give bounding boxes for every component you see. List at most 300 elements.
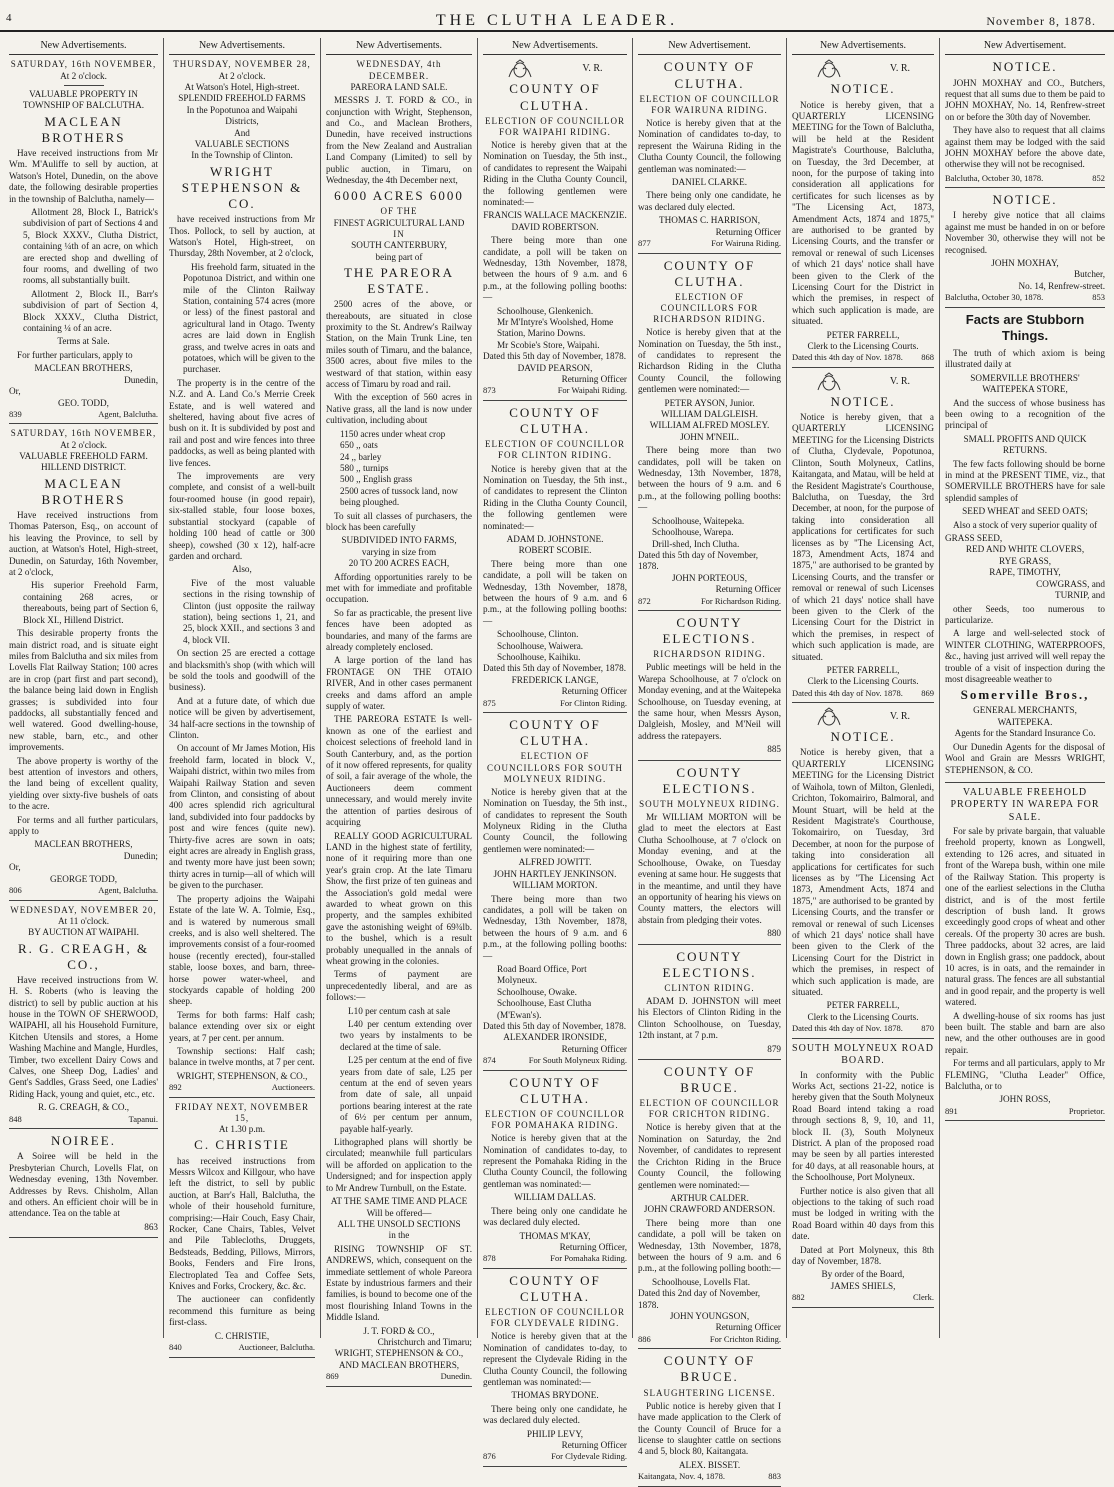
notice-wairuna-election (638, 59, 781, 253)
ad-terms: Terms for both farms: Half cash; balance extending over six or eight years, at 7 per cent. per annum. (169, 1009, 315, 1043)
polling-booth: Schoolhouse, Warepa. (652, 527, 734, 538)
ad-number: 876 (483, 1451, 496, 1462)
column-heading: New Advertisements. (483, 38, 627, 55)
notice-title: COUNTY ELECTIONS. (662, 764, 757, 796)
notice-subtitle: ELECTION OF COUNCILLORS FOR RICHARDSON RIDING. (653, 291, 766, 325)
ad-signature: AND MACLEAN BROTHERS, (338, 1359, 460, 1370)
ad-subtitle: In the Popotunoa and Waipahi Districts, (186, 104, 298, 127)
list-item: 1150 acres under wheat crop (340, 428, 446, 439)
ad-in-the: in the (388, 1230, 410, 1241)
ad-of: OF THE (380, 206, 418, 217)
notice-role: Clerk to the Licensing Courts. (807, 1011, 919, 1022)
candidate: THOMAS BRYDONE. (511, 1390, 599, 1401)
notice-signature: PETER FARRELL, (826, 665, 900, 676)
candidate: WILLIAM DALGLEISH. (661, 409, 758, 420)
ad-item: TURNIP, and (1054, 590, 1105, 601)
notice-title: COUNTY OF CLUTHA. (509, 717, 601, 749)
ad-agents: Agents for the Standard Insurance Co. (954, 728, 1096, 739)
notice-signature: PETER FARRELL, (826, 329, 900, 340)
ad-paragraph: A large portion of the land has FRONTAGE ON THE OTAIO RIVER, And in other cases permanent creeks and dams afford an ample supply of water. (326, 655, 472, 712)
notice-dated: Dated at Port Molyneux, this 8th day of November, 1878. (792, 1244, 934, 1267)
ad-and: And (234, 127, 250, 138)
notice-title: COUNTY OF CLUTHA. (509, 1272, 601, 1304)
candidate: ROBERT SCOBIE. (518, 545, 592, 556)
ad-date: THURSDAY, NOVEMBER 28, (173, 59, 311, 70)
notice-title: COUNTY OF CLUTHA. (509, 404, 601, 437)
polling-booth: Schoolhouse, East Clutha (M'Ewan's). (497, 998, 592, 1020)
ad-hillend-farm (9, 428, 158, 900)
polling-booth: Mr M'Intyre's Woolshed, Home Station, Marino Downs. (497, 317, 614, 339)
polling-booth: Road Board Office, Port Molyneux. (497, 963, 587, 986)
ad-number: 878 (483, 1253, 496, 1264)
ad-in: IN (393, 229, 405, 240)
ad-number: 869 (326, 1371, 339, 1382)
ad-firm-place: WAITEPEKA. (997, 716, 1053, 727)
ad-subtitle: In the Township of Clinton. (191, 150, 293, 161)
notice-for: For Pomahaka Riding. (550, 1253, 627, 1264)
ad-number: 873 (483, 385, 496, 396)
notice-title: COUNTY ELECTIONS. (662, 948, 757, 980)
column-heading: New Advertisements. (169, 38, 315, 55)
ad-paragraph: And at a future date, of which due notice will be given by advertisement, 34 half-acre sections in the township of Clinton. (169, 695, 315, 740)
ad-paragraph: The property is in the centre of the N.Z. and A. Land Co.'s Merrie Creek Estate, and is well watered and sheltered, having about five acres of bush on it. It is subdivided by post and rail and post and wire fences into three paddocks, as well as being planted with live fences. (169, 377, 315, 468)
candidate: ADAM D. JOHNSTONE. (506, 533, 604, 544)
ad-signature-role: Auctioneers. (271, 1082, 315, 1093)
ad-paragraph: On account of Mr James Motion, His freehold farm, located in block V., Waipahi district, within two miles from Waipahi Railway Station and seven from Clinton, and consisting of about 400 acres splendid rich agricultural land, subdivided into four paddocks by post and wire fences (quite new). Thirty-five acres are sown in oats; eight acres are already in English grass, and twenty more have just been sown; thirty acres in turnip—all of which will be given to the purchaser. (169, 743, 315, 891)
ad-place: At Watson's Hotel, High-street. (184, 81, 300, 92)
polling-booth: Schoolhouse, Waiwera. (497, 640, 584, 651)
ad-number: 886 (638, 1333, 651, 1344)
ad-number: 879 (767, 1043, 781, 1054)
ad-agent-place: Dunedin, (124, 374, 158, 385)
notice-for: For Richardson Riding. (700, 595, 781, 606)
ad-title: NOIREE. (51, 1133, 116, 1149)
ad-date: SATURDAY, 16th NOVEMBER, (10, 59, 157, 70)
candidate: ALFRED JOWITT. (518, 857, 592, 868)
ad-time: At 11 o'clock. (57, 915, 110, 926)
candidate: JOHN M'NEIL. (680, 431, 739, 442)
notice-role: Clerk to the Licensing Courts. (807, 676, 919, 687)
ad-paragraph: So far as practicable, the present live fences have been adopted as boundaries, and many of the farms are already completely enclosed. (326, 607, 472, 652)
notice-for: For Wairuna Riding. (711, 237, 781, 248)
notice-slaughtering-license (638, 1353, 781, 1486)
ad-time: At 2 o'clock. (60, 439, 107, 450)
notice-moxhay-2 (945, 192, 1105, 307)
ad-seed: SEED WHEAT and SEED OATS; (962, 506, 1088, 517)
ad-range: 20 TO 200 ACRES EACH, (348, 558, 450, 569)
notice-elected: There being only one candidate, he was declared duly elected. (638, 190, 781, 212)
ad-estate: THE PAREORA ESTATE. (343, 265, 454, 297)
notice-waipahi-election (483, 59, 627, 401)
ad-paragraph: The auctioneer can confidently recommend this furniture as being first-class. (169, 1294, 315, 1328)
notice-poll: There being more than one candidate, a poll will be taken on Wednesday, 13th November, 1878, between the hours of 9 a.m. and 6 p.m., at the following polling booth:— (638, 1217, 781, 1274)
notice-subtitle: ELECTION OF COUNCILLOR FOR CLYDEVALE RIDING. (485, 1307, 625, 1329)
divider (64, 85, 104, 86)
notice-role: Returning Officer (561, 686, 627, 697)
ad-paragraph: 2500 acres of the above, or thereabouts, are situated in close proximity to the St. Andrew's Railway Station, on the Main Trunk Line, ten miles south of Timaru, and the balance, 3500 acres, about five miles to the westward of that station, within easy access of Timaru by road and rail. (326, 299, 472, 390)
ad-number: 883 (768, 1471, 781, 1482)
notice-role: Returning Officer, (559, 1241, 627, 1252)
ad-paragraph: The few facts following should be borne in mind at the PRESENT TIME, viz., that SOMERVILLE BROTHERS have for sale splendid samples of (945, 458, 1105, 503)
notice-body: I hereby give notice that all claims against me must be handed in on or before November 30, otherwise they will not be recognised. (945, 210, 1105, 255)
ad-paragraph: A large and well-selected stock of WINTER CLOTHING, WATERPROOFS, &c., having just arrived will well repay the trouble of a visit of inspection during the most disagreeable weather to (945, 628, 1105, 684)
ad-firm: MACLEAN BROTHERS (41, 113, 126, 145)
ad-splendid-farms (169, 59, 315, 1097)
ad-time: At 2 o'clock. (218, 70, 266, 81)
ad-number: 863 (144, 1221, 158, 1232)
ad-title: PAREORA LAND SALE. (350, 81, 448, 92)
notice-subtitle: ELECTION OF COUNCILLOR FOR CRICHTON RIDING. (639, 1098, 780, 1120)
notice-subtitle: SLAUGHTERING LICENSE. (643, 1387, 776, 1398)
notice-role: Returning Officer (561, 374, 627, 385)
ad-paragraph: This desirable property fronts the main district road, and is situate eight miles from Balclutha and six miles from Lovells Flat Railway Station; 100 acres are in crop (part first and part second), the balance being laid down in English grasses; is subdivided into four paddocks, all substantially fenced and well watered. Good dwelling-house, new stable, barn, etc., and other improvements. (9, 628, 158, 753)
ad-body: has received instructions from Messrs Wilcox and Killgour, who have left the district, to sell by public auction, at Barr's Hall, Balclutha, the whole of their household furniture, comprising:—Hair Couch, Easy Chair, Rocker, Cane Chairs, Tables, Velvet and Pile Tablecloths, Druggets, Bedsteads, Bedding, Pillows, Mirrors, Books, Fenders and Fire Irons, Electroplated Tea and Coffee Sets, Knives and Forks, Crockery, &c. &c. (169, 1155, 315, 1292)
ad-term: L40 per centum extending over two years by instalments to be declared at the time of sale. (340, 1019, 472, 1052)
notice-signature: JAMES SHIELS, (830, 1280, 896, 1291)
notice-subtitle: ELECTION OF COUNCILLOR FOR POMAHAKA RIDING. (485, 1108, 625, 1131)
notice-poll: There being more than two candidates, poll will be taken on Wednesday, 13th November, 1878, between the hours of 9 a.m. and 6 p.m., at the following polling booths:— (638, 445, 781, 513)
ad-paragraph: For terms and all particulars, apply to Mr FLEMING, "Clutha Leader" Office, Balclutha, or to (945, 1058, 1105, 1092)
ad-item: RED AND WHITE CLOVERS, (965, 544, 1085, 555)
ad-firm: Somerville Bros., (960, 687, 1090, 703)
notice-body: Public meetings will be held in the Warepa Schoolhouse, at 7 o'clock on Monday evening, and at the Waitepeka Schoolhouse, on Tuesday evening, at the same hour, when Messrs Ayson, Dalgleish, Mosley, and M'Neil will address the ratepayers. (638, 662, 781, 741)
ad-agent: MACLEAN BROTHERS, (34, 839, 133, 850)
candidate: WILLIAM MORTON. (512, 880, 598, 891)
notice-role: Clerk. (912, 1292, 934, 1303)
notice-dated: Dated this 5th day of November, 1878. (483, 351, 627, 362)
ad-signature-place: Dunedin. (440, 1371, 472, 1382)
ad-also: Also, (232, 564, 252, 575)
polling-booth: Schoolhouse, Owake. (497, 986, 577, 997)
notice-signature: PETER FARRELL, (826, 1000, 900, 1011)
ad-furniture-sale (169, 1102, 315, 1358)
notice-clydevale-election (483, 1273, 627, 1467)
vr-monogram: V. R. (582, 63, 603, 75)
candidate: DANIEL CLARKE. (671, 176, 748, 187)
ad-term: L25 per centum at the end of five years from date of sale, L25 per centum at the end of seven years from date of sale, all unpaid portions bearing interest at the rate of 6½ per centum per annum, payable half-yearly. (340, 1055, 472, 1134)
ad-item: RAPE, TIMOTHY, (989, 567, 1061, 578)
notice-title: COUNTY OF BRUCE. (663, 1353, 756, 1385)
notice-south-molyneux-meetings (638, 765, 781, 945)
ad-number: 875 (483, 697, 496, 708)
notice-signature: THOMAS M'KAY, (519, 1230, 591, 1241)
ad-firm: C. CHRISTIE (194, 1137, 290, 1153)
notice-moxhay-1 (945, 59, 1105, 188)
polling-booth: Drill-shed, Inch Clutha. (652, 538, 740, 549)
notice-role: Returning Officer (715, 584, 781, 595)
ad-paragraph: For sale by private bargain, that valuable freehold property, known as Longwell, extending to 126 acres, and situated in front of the Warepa bush, within one mile of the Railway Station. This property is one of the earliest selections in the Clutha district, and is of the most fertile description of bush land. It grows exceedingly good crops of wheat and other cereals. Of the property 30 acres are bush. Three paddocks, about 32 acres, are laid down in English grass; one paddock, about 10 acres, is in oats, and the remainder in natural grass. The fences are all substantial and in good repair, and the property is well watered. (945, 826, 1105, 1008)
notice-title: NOTICE. (992, 59, 1058, 75)
notice-south-molyneux-election (483, 717, 627, 1071)
notice-pomahaka-election (483, 1075, 627, 1269)
notice-dated: Dated this 5th day of November, 1878. (638, 549, 759, 572)
ad-paragraph: RISING TOWNSHIP OF ST. ANDREWS, which, consequent on the immediate settlement of whole Pareora Estate by industrious farmers and their families, is bound to become one of the most flourishing Inland Towns in the Middle Island. (326, 1243, 472, 1323)
candidate: WILLIAM DALLAS. (514, 1192, 596, 1203)
ad-offered: Will be offered— (366, 1207, 432, 1218)
ad-title: VALUABLE SECTIONS (194, 138, 290, 149)
candidate: JOHN HARTLEY JENKINSON. (493, 868, 617, 879)
column-4 (478, 38, 633, 1462)
ad-district: HILLEND DISTRICT. (40, 462, 127, 473)
polling-booth: Mr Scobie's Store, Waipahi. (497, 339, 600, 350)
ad-signature-role: Auctioneer, Balclutha. (238, 1342, 315, 1353)
ad-paragraph: Affording opportunities rarely to be met with for immediate and profitable occupation. (326, 571, 472, 605)
column-5 (633, 38, 787, 1482)
ad-lot-2: Allotment 2, Block II., Barr's subdivision of part of Section 4, Block XXXV., Clutha District, containing ¼ of an acre. (23, 288, 158, 334)
ad-paragraph: Our Dunedin Agents for the disposal of Wool and Grain are Messrs WRIGHT, STEPHENSON, & CO. (945, 741, 1105, 775)
notice-body: Notice is hereby given, that a QUARTERLY LICENSING MEETING for the Licensing District of Waihola, town of Milton, Glenledi, Crichton, Tokomairiro, Balmoral, and Mount Stuart, will be held at the Resident Magistrate's Courthouse, Tokomairiro, on Tuesday, 3rd December, at noon for the purpose of taking into consideration all applications for certificates for such licenses as by "The Licensing Act 1873, Amendment Acts, 1874 and 1875," are authorised to be granted by Licensing Courts, and the transfer or removal or renewal of such Licenses of which 21 days' notice shall have been given to the Clerk of the Licensing Court for the District in which the premises, in respect of which such application is made, are situated. (792, 747, 934, 997)
ad-agent-place: Agent, Balclutha. (98, 885, 158, 896)
notice-body: Notice is hereby given that at the Nomination on Tuesday, the 5th inst., of candidates to represent the Clinton Riding in the Clutha County Council, the following gentlemen were nominated:— (483, 463, 627, 531)
notice-clinton-meeting (638, 949, 781, 1060)
notice-paragraph: They have also to request that all claims against them may be lodged with the said JOHN MOXHAY before the above date, otherwise they will not be recognised. (945, 125, 1105, 170)
ad-firm: R. G. CREAGH, & CO., (17, 940, 150, 972)
notice-body: Notice is hereby given that at the Nomination of candidates to-day, to represent the Pomahaka Riding in the Clutha County Council, the following gentleman was nominated:— (483, 1133, 627, 1189)
ad-title: VALUABLE FREEHOLD PROPERTY IN WAREPA FOR SALE. (950, 786, 1100, 823)
ad-place: Tapanui. (128, 1113, 158, 1124)
issue-date: November 8, 1878. (986, 14, 1096, 28)
notice-signature: DAVID PEARSON, (517, 362, 593, 373)
notice-signature: JOHN YOUNGSON, (669, 1310, 750, 1321)
ad-body: Have received instructions from Thomas Paterson, Esq., on account of his leaving the Province, to sell by auction, at Watson's Hotel, High-street, Dunedin, on Saturday, 16th November, at 2 o'clock, (9, 510, 158, 578)
notice-dated: Dated this 5th day of November, 1878. (483, 663, 627, 674)
column-2 (164, 38, 321, 1353)
notice-signature: JOHN PORTEOUS, (672, 572, 747, 583)
column-7 (940, 38, 1110, 1338)
polling-booth: Schoolhouse, Glenkenich. (497, 305, 594, 316)
notice-role: Returning Officer (561, 1043, 627, 1054)
notice-body: Notice is hereby given, that a QUARTERLY LICENSING MEETING for the Town of Balclutha, will be held at the Resident Magistrate's Courthouse, Balclutha, on Tuesday, the 3rd December, at noon, for the purpose of taking into consideration all applications for certificates for such licenses as by "The Licensing Act, 1873, Amendment Acts, 1874 and 1875," are authorised to be granted by Licensing Courts, and the transfer or removal or renewal of such Licenses of which 21 days' notice shall have been given to the Clerk of the Licensing Court for the District in which the premises, in respect of which such application is made, are situated. (792, 99, 934, 327)
royal-crest (792, 59, 934, 79)
column-heading: New Advertisement. (945, 38, 1105, 55)
royal-crest (792, 707, 934, 727)
notice-balclutha-licensing (792, 59, 934, 368)
notice-clutha-licensing (792, 372, 934, 703)
polling-booth: Schoolhouse, Clinton. (497, 629, 579, 640)
masthead (0, 0, 1114, 32)
notice-for: For Clydevale Riding. (551, 1451, 627, 1462)
column-6 (787, 38, 940, 1338)
list-item: 2500 acres of tussock land, now being ploughed. (340, 485, 458, 508)
column-1 (4, 38, 164, 1338)
ad-firm: MACLEAN BROTHERS (41, 475, 126, 507)
ad-number: 885 (767, 744, 781, 755)
ad-title: Facts are Stubborn Things. (965, 311, 1085, 343)
ad-title: BY AUCTION AT WAIPAHI. (28, 927, 139, 938)
ad-number: 852 (1092, 172, 1105, 183)
column-heading: New Advertisement. (638, 38, 781, 55)
ad-agent-place: Agent, Balclutha. (98, 408, 158, 419)
ad-number: 892 (169, 1082, 182, 1093)
ad-region: SOUTH CANTERBURY, (351, 240, 447, 251)
list-item: 650 ,, oats (340, 440, 378, 451)
royal-coat-of-arms-icon (816, 59, 842, 79)
notice-subtitle: ELECTION OF COUNCILLOR FOR WAIPAHI RIDING. (485, 115, 625, 137)
ad-number: 872 (638, 595, 651, 606)
notice-road-board (792, 1043, 934, 1308)
notice-role: Clerk to the Licensing Courts. (807, 341, 919, 352)
notice-subtitle: ELECTION OF COUNCILLOR FOR WAIRUNA RIDING. (639, 93, 780, 115)
ad-agent: GEORGE TODD, (49, 873, 118, 884)
notice-richardson-meetings (638, 615, 781, 761)
polling-booth: Schoolhouse, Waitepeka. (652, 515, 745, 526)
ad-firm: WRIGHT STEPHENSON & CO. (181, 163, 303, 212)
notice-signature: THOMAS C. HARRISON, (658, 215, 761, 226)
ad-balclutha-property (9, 59, 158, 424)
ad-acres: 6000 ACRES 6000 (334, 188, 464, 204)
ad-paragraph: Lithographed plans will shortly be circulated; meanwhile full particulars will be afforded on application to the Undersigned; and for inspection apply to Mr Andrew Turnbull, on the Estate. (326, 1137, 472, 1193)
notice-title: NOTICE. (992, 192, 1058, 208)
notice-role: Butcher, (1073, 269, 1105, 280)
list-item: 500 ,, English grass (340, 474, 413, 485)
notice-dated: Dated this 4th day of Nov. 1878. (792, 687, 903, 698)
ad-paragraph: other Seeds, too numerous to particularize. (945, 603, 1105, 625)
ad-number: 806 (9, 885, 22, 896)
notice-subtitle: CLINTON RIDING. (664, 982, 755, 993)
ad-number: 853 (1092, 292, 1105, 303)
ad-signature-role: Proprietor. (1068, 1105, 1105, 1116)
ad-number: 870 (921, 1023, 934, 1034)
column-3 (321, 38, 478, 1382)
notice-dated: Balclutha, October 30, 1878. (945, 292, 1044, 303)
ad-paragraph: Also a stock of very superior quality of (953, 519, 1098, 530)
notice-title: COUNTY OF CLUTHA. (509, 1074, 601, 1106)
advertisement-columns (4, 38, 1110, 1482)
ad-subdivided: SUBDIVIDED INTO FARMS, (341, 535, 457, 546)
notice-clinton-election (483, 405, 627, 713)
notice-role: Returning Officer (561, 1440, 627, 1451)
ad-paragraph: THE PAREORA ESTATE Is well-known as one of the earliest and choicest selections of freehold land in South Canterbury, and, as the portion of it now offered represents, for quality of soil, a fair average of the whole, the Auctioneers deem comment unnecessary, and would merely invite the attention of parties desirous of acquiring (326, 714, 472, 828)
ad-body: have received instructions from Mr Thos. Pollock, to sell by auction, at Watson's Hotel, High-street, on Thursday, 28th November, at 2 o'clock, (169, 214, 315, 259)
ad-store: SOMERVILLE BROTHERS' (970, 372, 1080, 383)
ad-soiree (9, 1133, 158, 1238)
notice-title: COUNTY OF BRUCE. (663, 1063, 756, 1096)
list-item: 24 ,, barley (340, 451, 382, 462)
notice-order: By order of the Board, (821, 1269, 905, 1280)
ad-land: FINEST AGRICULTURAL LAND (333, 217, 465, 228)
column-heading: New Advertisements. (792, 38, 934, 55)
notice-for: For Clinton Riding. (560, 697, 627, 708)
vr-monogram: V. R. (889, 711, 911, 723)
ad-time: At 2 o'clock. (60, 70, 107, 81)
notice-for: For Waipahi Riding. (557, 385, 627, 396)
notice-signature: PHILIP LEVY, (526, 1428, 584, 1439)
ad-body: A Soiree will be held in the Presbyterian Church, Lovells Flat, on Wednesday evening, 13th November. Addresses by Revs. Chisholm, Allan and others. An efficient choir will be in attendance. Tea on the table at (9, 1151, 158, 1219)
notice-title: NOTICE. (830, 729, 896, 745)
candidate: PETER AYSON, Junior. (664, 397, 755, 408)
ad-number: 874 (483, 1055, 496, 1066)
vr-monogram: V. R. (889, 63, 911, 75)
ad-date: SATURDAY, 16th NOVEMBER, (10, 428, 157, 439)
polling-booth: Schoolhouse, Kaihiku. (497, 652, 581, 663)
notice-body: Notice is hereby given that at the Nomination on Saturday, the 2nd November, of candidates to represent the Crichton Riding in the Bruce County Council, the following gentlemen were nominated:— (638, 1122, 781, 1190)
notice-for: For South Molyneux Riding. (528, 1055, 627, 1066)
ad-paragraph: For terms and all further particulars, apply to (9, 814, 158, 837)
ad-paragraph: The property adjoins the Waipahi Estate of the late W. A. Tolmie, Esq., and is watered by numerous small creeks, and is also well sheltered. The improvements consist of a four-roomed house (recently erected), four-stalled stable, loose boxes, and barn, three-horse power water-wheel, and stockyards capable of holding 200 sheep. (169, 893, 315, 1007)
page-number: 4 (6, 12, 12, 24)
ad-title: VALUABLE PROPERTY IN TOWNSHIP OF BALCLUTHA. (22, 88, 145, 111)
ad-somerville-brothers (945, 312, 1105, 783)
ad-paragraph: The truth of which axiom is being illustrated daily at (945, 347, 1105, 370)
ad-varying: varying in size from (361, 546, 437, 557)
ad-date: WEDNESDAY, 4th DECEMBER. (356, 59, 442, 81)
ad-paragraph: A dwelling-house of six rooms has just been built. The stable and barn are also new, and the other outhouses are in good repair. (945, 1010, 1105, 1055)
ad-same-time: AT THE SAME TIME AND PLACE (330, 1196, 468, 1207)
ad-paragraph: And the success of whose business has been owing to a recognition of the principal of (945, 397, 1105, 431)
ad-or: Or, (9, 386, 21, 397)
ad-lot-1: Allotment 28, Block I., Batrick's subdivision of part of Sections 4 and 5, Block XXXV., Clutha District, containing ¼th of an acre, on which are erected shop and dwelling of four rooms, and dwelling of two rooms, all substantially built. (23, 207, 158, 286)
ad-signature: WRIGHT, STEPHENSON, & CO., (176, 1070, 308, 1081)
notice-crichton-election (638, 1064, 781, 1349)
ad-date: FRIDAY NEXT, NOVEMBER 15, (175, 1101, 309, 1123)
ad-agent: GEO. TODD, (58, 397, 109, 408)
ad-pareora-land-sale (326, 59, 472, 1386)
notice-signature: FREDERICK LANGE, (511, 674, 599, 685)
candidate: JOHN CRAWFORD ANDERSON. (643, 1204, 776, 1215)
notice-body: Notice is hereby given that at the Nomination on Tuesday, the 5th inst., of candidates to represent the South Molyneux Riding in the Clutha County Council, the following gentlemen were nominated:— (483, 786, 627, 854)
notice-dated: Balclutha, October 30, 1878. (945, 172, 1044, 183)
ad-warepa-property (945, 787, 1105, 1121)
notice-signature: JOHN MOXHAY, (991, 258, 1059, 269)
ad-location: WAITEPEKA STORE, (982, 384, 1068, 395)
ad-number: 877 (638, 237, 651, 248)
notice-body: Mr WILLIAM MORTON will be glad to meet the electors at East Clutha Schoolhouse, at 7 o'clock on Monday evening, and at the Schoolhouse, Owake, on Tuesday evening at same hour. He suggests that in the meantime, and until they have an opportunity of hearing his views on County matters, the electors will abstain from pledging their votes. (638, 812, 781, 925)
ad-number: 839 (9, 408, 22, 419)
ad-paragraph: Five of the most valuable sections in the rising township of Clinton (just opposite the railway station), being sections 1, 21, and 25, block XXII., and sections 3 and 4, block VII. (183, 577, 315, 645)
ad-item: GRASS SEED, (945, 533, 1003, 544)
notice-poll: There being more than two candidates, a poll will be taken on Wednesday, 13th November, 1878, between the hours of 9 a.m. and 6 p.m., at the following polling booths:— (483, 893, 627, 961)
ad-being: being part of (375, 251, 423, 262)
royal-coat-of-arms-icon (816, 707, 842, 727)
ad-firm-desc: GENERAL MERCHANTS, (973, 705, 1077, 716)
ad-signature: C. CHRISTIE, (214, 1330, 270, 1341)
ad-item: RYE GRASS, (998, 555, 1052, 566)
ad-terms: Township sections: Half cash; balance in twelve months, at 7 per cent. (169, 1045, 315, 1068)
ad-body: Have received instructions from W. H. S. Roberts (who is leaving the district) to sell by public auction at his house in the TOWN OF SHERWOOD, WAIPAHI, all his Household Furniture, Kitchen Utensils and stores, a Home Washing Machine and Mangle, Hurdles, Timber, two excellent Dairy Cows and Calves, one Sheep Dog, Ladies' and Gent's Saddles, Grass Seed, one Ladies' Riding Hack, young and quiet, etc., etc. (9, 974, 158, 1099)
ad-paragraph: On section 25 are erected a cottage and blacksmith's shop (with which will be sold the tools and goodwill of the business). (169, 648, 315, 693)
candidate: FRANCIS WALLACE MACKENZIE. (483, 210, 627, 221)
notice-address: No. 14, Renfrew-street. (1018, 280, 1105, 291)
ad-title: VALUABLE FREEHOLD FARM. (19, 451, 148, 462)
candidate: DAVID ROBERTSON. (511, 221, 599, 232)
ad-date: WEDNESDAY, NOVEMBER 20, (10, 904, 157, 915)
notice-subtitle: ELECTION OF COUNCILLOR FOR CLINTON RIDING. (485, 439, 625, 461)
ad-number: 869 (921, 687, 934, 698)
polling-booth: Schoolhouse, Lovells Flat. (652, 1276, 750, 1287)
notice-title: NOTICE. (830, 81, 896, 97)
notice-body: Notice is hereby given that at the Nomination on Tuesday, the 5th inst., of candidates to represent the Waipahi Riding in the Clutha County Council, the following gentlemen were nominated:— (483, 139, 627, 207)
ad-signature: J. T. FORD & CO., (363, 1325, 435, 1336)
notice-signature: ALEX. BISSET. (678, 1459, 741, 1470)
newspaper-title: THE CLUTHA LEADER. (435, 12, 679, 29)
notice-dated: Dated this 5th day of November, 1878. (483, 1020, 627, 1031)
notice-elected: There being only one candidate he was declared duly elected. (483, 1205, 627, 1228)
notice-body: Notice is hereby given, that a QUARTERLY LICENSING MEETING for the Licensing Districts of Clutha, Clydevale, Popotunoa, Clinton, South Molyneux, Catlins, Kaitangata, and Matau, will be held at the Resident Magistrate's Courthouse, Balclutha, on Tuesday, the 3rd December, at noon, for the purpose of taking into consideration all applications for certificates for such licenses as by "The Licensing Act, 1873, Amendment Acts, 1874 and 1875," are authorised to be granted by Licensing Courts, and the transfer or removal or renewal of such Licenses of which 21 days' notice shall have been given to the Clerk of the Licensing Court for the District in which the premises, in respect of which such application is made, are situated. (792, 412, 934, 662)
notice-for: For Crichton Riding. (709, 1333, 781, 1344)
notice-title: COUNTY OF CLUTHA. (663, 257, 756, 289)
notice-title: COUNTY OF CLUTHA. (509, 81, 601, 113)
ad-number: 840 (169, 1342, 182, 1353)
column-heading: New Advertisements. (9, 38, 158, 55)
candidate: WILLIAM ALFRED MOSLEY. (649, 420, 770, 431)
notice-poll: There being more than one candidate, a poll will be taken on Wednesday, 13th November, 1878, between the hours of 9 a.m. and 6 p.m., at the following polling booths:— (483, 235, 627, 303)
column-heading: New Advertisements. (326, 38, 472, 55)
ad-or: Or, (9, 862, 21, 873)
notice-poll: There being more than one candidate, a poll will be taken on Wednesday, 13th November, 1878, between the hours of 9 a.m. and 6 p.m., at the following polling booths:— (483, 558, 627, 626)
ad-term: L10 per centum cash at sale (348, 1005, 451, 1016)
ad-item: COWGRASS, and (1036, 578, 1105, 589)
notice-body: Notice is hereby given that at the Nomination of candidates to-day, to represent the Wairuna Riding in the Clutha County Council, the following gentleman was nominated:— (638, 117, 781, 174)
